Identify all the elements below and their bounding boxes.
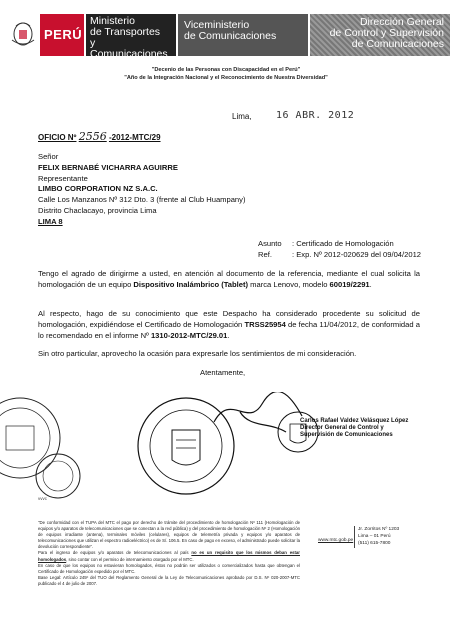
- contact-phone: (511) 615-7800: [358, 541, 391, 547]
- body-paragraph-2: [38, 308, 420, 341]
- footer-legal-basis: Base Legal: Artículo 245º del TUO del Reglamento General de la Ley de Telecomunicaciones aprobado por D.S. Nº 020-2007-MTC publicado el 4 de julio de 2007.: [38, 574, 300, 586]
- body-paragraph-3: Sin otro particular, aprovecho la ocasión para expresarle los sentimientos de mi consideración.: [38, 349, 357, 358]
- left-seal-icon: [0, 398, 60, 478]
- recipient-street: Calle Los Manzanos Nº 312 Dto. 3 (frente al Club Huampany): [38, 195, 246, 205]
- footer-import-bold: no es un requisito que los mismos deban estar homologados: [38, 550, 300, 562]
- motto-line-1: "Decenio de las Personas con Discapacidad en el Perú": [151, 67, 301, 73]
- ministry-seal-icon: [138, 398, 234, 494]
- oficio-handwritten-number: 2556: [78, 130, 107, 143]
- contact-address: Jr. Zorritos Nº 1203: [358, 527, 400, 532]
- recipient-city: LIMA 8: [38, 216, 63, 226]
- date-city: Lima,: [232, 112, 252, 121]
- date-stamp: 16 ABR. 2012: [276, 110, 355, 121]
- contact-city: Lima – 01 Perú: [358, 534, 391, 540]
- contact-block: [354, 526, 399, 548]
- viceministry-label: [178, 14, 308, 56]
- p1-device: Dispositivo Inalámbrico (Tablet): [133, 280, 249, 289]
- ministry-line-2: de Transportes: [90, 26, 161, 38]
- direction-line-3: de Comunicaciones: [351, 38, 444, 50]
- p2-text-c: de fecha 11/04/2012, de conformidad a lo recomendado en el informe Nº: [38, 320, 420, 340]
- p2-report: 1310-2012-MTC/29.01: [150, 331, 228, 340]
- signer-title-2: Supervisión de Comunicaciones: [300, 432, 393, 438]
- ministry-label: [86, 14, 176, 60]
- footer-import-c: , sino contar con el permiso de internamiento otorgado por el MTC.: [66, 556, 194, 562]
- motto-line-2: "Año de la Integración Nacional y el Reconocimiento de Nuestra Diversidad": [124, 75, 328, 81]
- asunto-value: : Certificado de Homologación: [292, 239, 394, 248]
- oficio-number: [38, 130, 161, 143]
- recipient-block: [38, 152, 246, 228]
- peru-logo: [40, 14, 84, 56]
- footer-import-note: [38, 550, 300, 562]
- header-banner: [4, 12, 448, 58]
- body-paragraph-1: [38, 268, 420, 290]
- footer-tupa-note: "De conformidad con el TUPA del MTC el pago por derecho de trámite del procedimiento de homologación Nº 111 (Homologación de equipos y/o aparatos de telecomunicaciones que se conectan a la red pública) y del procedimiento de homologación Nº 2 (Homologación de equipos irradiante (antena), terminales móviles (celulares), equipos de telemetría privada y equipos y/o aparatos de telecomunicaciones que utilizan el espectro radioeléctrico) es de S/. 106.5. En caso de pago en exceso, el administrado puede solicitar la devolución correspondiente".: [38, 520, 300, 550]
- coat-of-arms-icon: [8, 18, 38, 48]
- p1-text-e: .: [369, 280, 372, 289]
- signature-block: [300, 418, 408, 439]
- left-small-seal-icon: [36, 454, 80, 498]
- seals-and-signature: [0, 392, 452, 502]
- footer-import-a: Para el ingreso de equipos y/o aparatos de telecomunicaciones al país: [38, 550, 192, 556]
- official-mottos: [0, 66, 452, 82]
- vice-line-1: Viceministerio: [184, 19, 250, 31]
- salutation: Señor: [38, 152, 59, 161]
- signature-icon: [214, 392, 302, 432]
- subject-block: [258, 238, 421, 260]
- footer-homologation-note: En caso de que los equipos no estuvieran homologados, éstos no podrán ser utilizados o comercializados hasta que obtengan el Certificado de Homologación expedido por el MTC.: [38, 562, 300, 574]
- ministry-line-1: Ministerio: [90, 15, 135, 27]
- p1-model: 60019/2291: [329, 280, 370, 289]
- vice-line-2: de Comunicaciones: [184, 30, 277, 42]
- recipient-name: FELIX BERNABÉ VICHARRA AGUIRRE: [38, 162, 178, 172]
- oficio-suffix: -2012-MTC/29: [108, 133, 161, 142]
- p2-certificate: TRSS25954: [244, 320, 286, 329]
- closing: Atentamente,: [200, 368, 246, 377]
- ref-value: : Exp. Nº 2012-020629 del 09/04/2012: [292, 250, 422, 259]
- direction-label: [310, 14, 450, 56]
- p2-text-e: .: [227, 331, 230, 340]
- recipient-company: LIMBO CORPORATION NZ S.A.C.: [38, 184, 158, 194]
- initials: vvvc: [38, 496, 47, 501]
- p1-text-c: marca Lenovo, modelo: [248, 280, 330, 289]
- direction-line-2: de Control y Supervisión: [329, 27, 444, 39]
- recipient-role: Representante: [38, 173, 88, 183]
- signer-name: Carlos Rafael Valdez Velásquez López: [300, 418, 409, 424]
- footer-legal-note: [38, 520, 300, 587]
- ministry-line-3: y Comunicaciones: [90, 37, 168, 60]
- direction-line-1: Dirección General: [359, 16, 444, 28]
- signer-title-1: Director General de Control y: [300, 425, 384, 431]
- asunto-label: Asunto: [258, 239, 282, 248]
- ref-label: Ref.: [258, 250, 272, 259]
- p1-text-a: Tengo el agrado de dirigirme a usted, en atención al documento de la referencia, mediante el cual solicita la homologación de un equipo: [38, 269, 420, 289]
- asunto-row: [258, 238, 421, 249]
- recipient-district: Distrito Chaclacayo, provincia Lima: [38, 205, 157, 215]
- ref-row: [258, 249, 421, 260]
- p2-text-a: Al respecto, hago de su conocimiento que este Despacho ha considerado procedente su solicitud de homologación, expidiéndose el Certificado de Homologación: [38, 309, 420, 329]
- website-link[interactable]: www.mtc.gob.pe: [318, 538, 354, 543]
- peru-label: PERÚ: [44, 27, 83, 42]
- oficio-prefix: OFICIO Nº: [38, 133, 77, 142]
